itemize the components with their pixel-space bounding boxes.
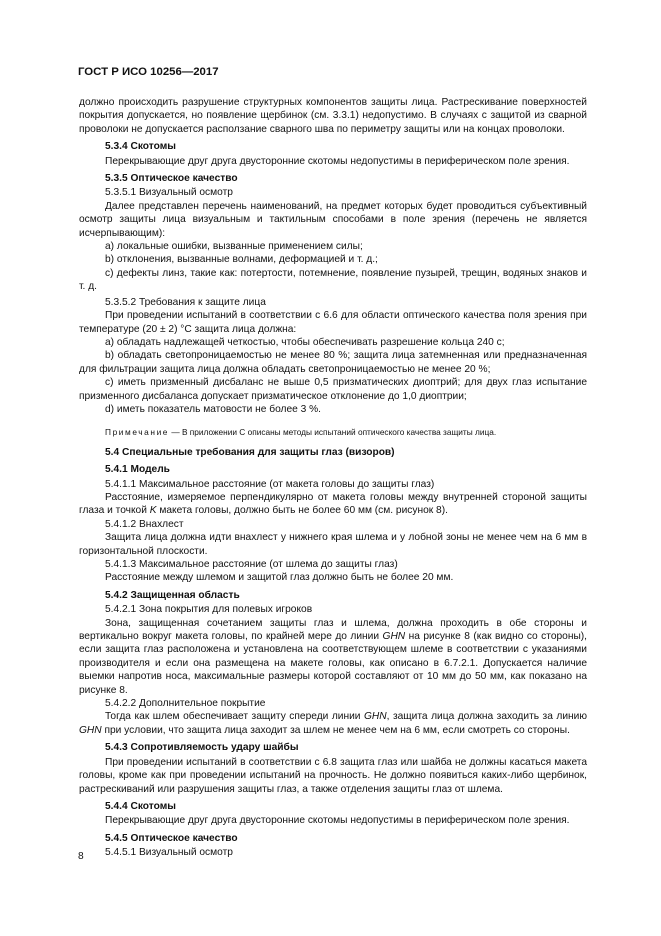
- list-item-a: a) локальные ошибки, вызванные применением силы;: [105, 241, 363, 253]
- subheading-5-3-5-1: 5.3.5.1 Визуальный осмотр: [105, 187, 233, 199]
- requirement-c: c) иметь призменный дисбаланс не выше 0,5 призматических диоптрий; для двух глаз испытание призменного дисбаланса допускает призматическое отклонение до 1,0 диоптрии;: [79, 377, 587, 402]
- heading-5-4-4: 5.4.4 Скотомы: [105, 800, 176, 812]
- heading-5-4-5: 5.4.5 Оптическое качество: [105, 832, 238, 844]
- paragraph-5-4-1-2: Защита лица должна идти внахлест у нижнего края шлема и у лобной зоны не менее чем на 6 мм в горизонтальной плоскости.: [79, 532, 587, 557]
- line-ghn-label: GHN: [382, 631, 406, 643]
- text-run: , защита лица должна заходить за линию: [386, 711, 587, 723]
- paragraph-5-4-4: Перекрывающие друг друга двусторонние скотомы недопустимы в периферическом поле зрения.: [105, 815, 570, 827]
- document-header: ГОСТ Р ИСО 10256—2017: [78, 66, 219, 78]
- document-body: [79, 96, 587, 860]
- requirement-b: b) обладать светопроницаемостью не менее 80 %; защита лица затемненная или предназначенная для фильтрации защита лица должна обладать светопроницаемостью не менее 20 %;: [79, 350, 587, 375]
- heading-5-4-2: 5.4.2 Защищенная область: [105, 589, 240, 601]
- paragraph-5-4-1-3: Расстояние между шлемом и защитой глаз должно быть не более 20 мм.: [105, 572, 454, 584]
- note-label: Примечание: [105, 427, 170, 438]
- subheading-5-4-1-3: 5.4.1.3 Максимальное расстояние (от шлема до защиты глаз): [105, 559, 398, 570]
- paragraph-5-4-1-1: [79, 491, 587, 518]
- text-run: при условии, что защита лица заходит за шлем не менее чем на 6 мм, если смотреть со стороны.: [101, 724, 570, 736]
- heading-5-3-5: 5.3.5 Оптическое качество: [105, 173, 238, 185]
- subheading-5-4-2-1: 5.4.2.1 Зона покрытия для полевых игроков: [105, 604, 313, 616]
- requirement-d: d) иметь показатель матовости не более 3 %.: [105, 403, 321, 415]
- heading-5-3-4: 5.3.4 Скотомы: [105, 141, 176, 153]
- text-run: на рисунке 8 (как видно со стороны), если защита глаз расположена и установлена на соответствующем шлеме в соответствии с указаниями производителя и если она размещена на макете головы, как описано в 6.7.2.1. Допускается наличие выемки напротив носа, максимальные размеры которой составляют от 10 мм до 50 мм, как показано на рисунке 8.: [79, 631, 587, 696]
- subheading-5-3-5-2: 5.3.5.2 Требования к защите лица: [105, 296, 266, 308]
- note-text: — В приложении С описаны методы испытаний оптического качества защиты лица.: [169, 427, 497, 438]
- paragraph-5-3-4: Перекрывающие друг друга двусторонние скотомы недопустимы в периферическом поле зрения.: [105, 155, 570, 167]
- text-run: макета головы, должно быть не более 60 мм (см. рисунок 8).: [156, 505, 448, 517]
- paragraph-5-4-3: При проведении испытаний в соответствии с 6.8 защита глаз или шайба не должны касаться макета головы, кроме как при проведении испытаний на прочность. Не должно появиться каких-либо щербинок, растрескиваний или разрушения защиты глаз, а также отделения защиты глаз от шлема.: [79, 756, 587, 795]
- subheading-5-4-1-2: 5.4.1.2 Внахлест: [105, 518, 184, 530]
- point-k-label: K: [149, 505, 157, 517]
- paragraph-continuation: должно происходить разрушение структурных компонентов защиты лица. Растрескивание поверхностей покрытия допускается, но появление щербинок (см. 3.3.1) недопустимо. В случаях с защитой из сварной проволоки не допускается расползание сварного шва по периметру защиты или на концах проволоки.: [79, 97, 587, 135]
- heading-5-4: 5.4 Специальные требования для защиты глаз (визоров): [105, 446, 395, 458]
- heading-5-4-1: 5.4.1 Модель: [105, 464, 170, 476]
- line-ghn-label: GHN: [79, 724, 102, 736]
- note: [79, 426, 587, 439]
- page-number: 8: [78, 851, 84, 862]
- subheading-5-4-5-1: 5.4.5.1 Визуальный осмотр: [105, 847, 233, 859]
- paragraph-5-3-5-2: При проведении испытаний в соответствии с 6.6 для области оптического качества поля зрения при температуре (20 ± 2) °C защита лица должна:: [79, 310, 587, 335]
- paragraph-5-4-2-1: [79, 617, 587, 697]
- subheading-5-4-2-2: 5.4.2.2 Дополнительное покрытие: [105, 698, 266, 710]
- requirement-a: a) обладать надлежащей четкостью, чтобы обеспечивать разрешение кольца 240 с;: [105, 336, 505, 348]
- heading-5-4-3: 5.4.3 Сопротивляемость удару шайбы: [105, 742, 299, 754]
- subheading-5-4-1-1: 5.4.1.1 Максимальное расстояние (от макета головы до защиты глаз): [105, 478, 435, 490]
- text-run: Расстояние, измеряемое перпендикулярно от макета головы между внутренней стороной защиты глаза и точкой: [79, 491, 587, 517]
- line-ghn-label: GHN: [363, 711, 387, 723]
- paragraph-5-3-5-1: Далее представлен перечень наименований, на предмет которых будет проводиться субъективный осмотр защиты лица визуальным и тактильным способами в поле зрения (перечень не является исчерпывающим):: [79, 200, 587, 239]
- list-item-b: b) отклонения, вызванные волнами, деформацией и т. д.;: [105, 254, 378, 266]
- text-run: Тогда как шлем обеспечивает защиту спереди линии: [105, 711, 364, 723]
- text-run: Зона, защищенная сочетанием защиты глаз и шлема, должна проходить в обе стороны и вертикально вокруг макета головы, по крайней мере до линии: [79, 617, 587, 643]
- paragraph-5-4-2-2: [79, 710, 587, 737]
- list-item-c: c) дефекты линз, такие как: потертости, потемнение, появление пузырей, трещин, водяных знаков и т. д.: [79, 267, 587, 293]
